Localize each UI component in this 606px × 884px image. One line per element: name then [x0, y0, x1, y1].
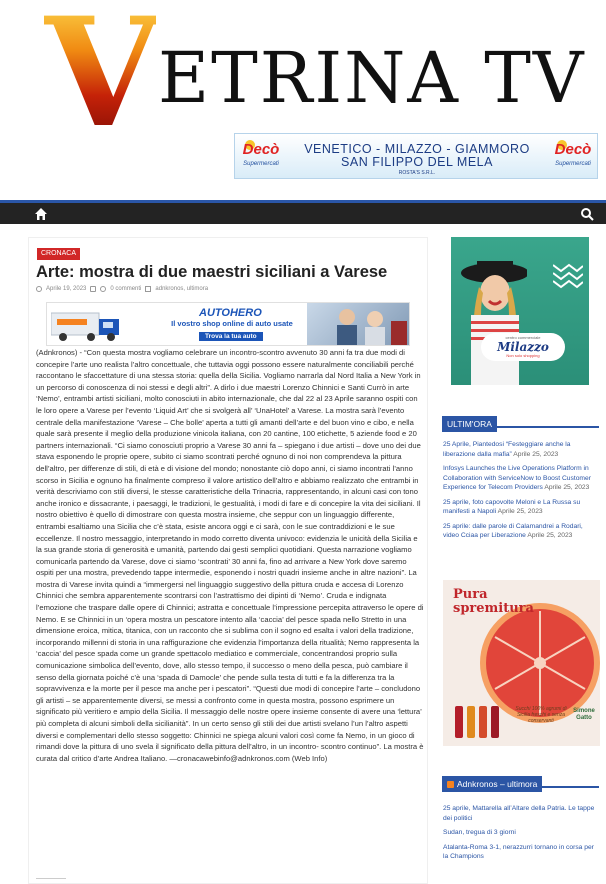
news-item: [443, 498, 599, 517]
juice-bottle: [491, 706, 499, 738]
juice-ad-title: Pura spremitura: [453, 587, 534, 616]
news-date: Aprile 25, 2023: [527, 532, 573, 539]
deco-logo-left: Decò Supermercati: [242, 141, 280, 167]
woman-with-hat-image: [461, 259, 527, 385]
article-comments[interactable]: 0 commenti: [110, 286, 142, 292]
banner-locations-line1: VENETICO - MILAZZO - GIAMMORO: [304, 142, 530, 156]
banner-locations-line2: SAN FILIPPO DEL MELA: [341, 155, 493, 169]
juice-bottle: [455, 706, 463, 738]
tag-icon: [145, 286, 151, 292]
juice-bottle: [467, 706, 475, 738]
article-tags[interactable]: adnkronos, ultimora: [155, 286, 209, 292]
article-date[interactable]: Aprile 19, 2023: [46, 286, 87, 292]
news-link[interactable]: 25 aprile: dalle parole di Calamandrei a Rodari, video Cciaa per Liberazione: [443, 522, 583, 539]
divider: [36, 878, 66, 879]
article-meta: [36, 284, 208, 294]
logo-letter-v: V: [44, 0, 157, 161]
news-link[interactable]: 25 aprile, Mattarella all’Altare della Patria. Le tappe dei politici: [443, 805, 595, 822]
news-link[interactable]: Atalanta-Roma 3-1, nerazzurri tornano in corsa per la Champions: [443, 843, 594, 860]
site-header: [0, 0, 606, 200]
news-item: [443, 804, 599, 823]
deco-logo-right: Decò Supermercati: [554, 141, 592, 167]
clock-icon: [36, 286, 42, 292]
news-item: [443, 522, 599, 541]
ad-photo: [307, 303, 410, 346]
ultimora-widget-title: ULTIM'ORA: [442, 412, 599, 428]
header-ad-banner[interactable]: [234, 133, 598, 179]
juice-ad-brand: Simone Gatto: [573, 708, 595, 721]
article-container: [28, 237, 428, 884]
article-body: (Adnkronos) - “Con questa mostra vogliamo celebrare un incontro-scontro avvenuto 30 anni fa tra due modi di concepire l’arte uno realista l’altro concettuale, che tuttavia oggi possono essere naturalmente conciliabili perché raccontano le sfaccettature di una stessa storia: quella della Sicilia. Vogliamo narrarla dal Nord Italia a New York in un percorso di conoscenza di noi stessi e degli altri”. A dirlo i due maestri Lorenzo Chinnici e Santi Currò in arte ‘Nemo’, entrambi artisti siciliani, molto conosciuti in abito internazionale, che dal 22 al 23 Aprile saranno ospiti con le loro opere a Varese per l’evento ‘Liquid Art’ che si svolgerà all’ ‘UnaHotel’ a Varese. La mostra sarà l’evento centrale della manifestazione ‘Varese – Che bolle’ aperta a tutti gli amanti dell’arte e del buon vino e cibo, e nella quale sarà presente il meglio della produzione vinicola italiana, con 20 cantine, 100 etichette, 5 aziende food e 20 partners internazionali. “Ci siamo conosciuti proprio a Varese 30 anni fa – spiegano i due artisti – dove uno dei due stava esponendo le proprie opere, subito ci siamo scontrati perché ognuno di noi non comprendeva la pittura dell’altro, per differenze di stili, di età e di visione del mondo; nonostante ciò dopo anni, ci siamo incontrati l’anno scorso in Sicilia e ognuno ha finalmente compreso il valore artistico dell’altro e abbiamo realizzato che entrambi in verità descriviamo con stili diversi, le stesse caratteristiche della Trinacria, rappresentando, in alcuni casi con tono anche ironico e dissacrante, i paesaggi, le tradizioni, le gestualità, i modi di fare e di concepire la vita dei siciliani. Il nostro obiettivo è quello di dimostrare con questa mostra insieme, che seppur con un linguaggio differente, entrambi esaltiamo una Sicilia che c’è stata, esiste ancora oggi e ci sarà, con le sue contraddizioni e le sue eccellenze. Il nostro messaggio, interpretando in modo corretto diventa univoco: evidenzia le unicità della Sicilia e la sua grande storia di generosità e umanità, partendo dai gesti semplici quotidiani. Questa narrazione vogliamo comunicarla partendo da Varese, dove ci siamo ‘scontrati’ 30 anni fa, fino ad arrivare a New York dove saremo ospiti per una mostra, prevedendo tappe intermedie, esponendo i nostri quadri insieme anche in altre nazioni”. La mostra di Varese invita quindi a “immergersi nel linguaggio suggestivo della pittura cruda e accesa di Lorenzo Chinnici che sembra apparentemente scontrarsi con l’astrattismo dei dipinti di ‘Nemo’. Cruda e indignata l’emozione che traspare dalle opere di Chinnici; astratta e concettuale l’impressione percepita attraverso le opere di Nemo. E se Chinnici in un ‘opera mostra un pescatore intento alla ‘caccia’ del pesce spada nello Stretto in una dimensione eroica, mitica, titanica, con un racconto che si sublima con il sogno ed esalta i valori della tradizione, incorporando millenni di storia in una raffigurazione che evidenzia l’importanza della ritualità; Nemo rappresenta la ‘caccia’ del pesce spada come un grande spettacolo mediatico e commerciale, concentrandosi proprio sulla comunicazione simbolica dell’evento, dove, allo stesso tempo, il successo o meno della pesca, può cambiare il senso della giornata poiché c’è una ‘spada di Damocle’ che pende sulla testa di tutti e fa la differenza tra la sopravvivenza e la morte per il pesce ma anche per i pescatori”. “Questi due modi di concepire l’arte – concludono gli artisti – se apparentemente diversi, se messi a confronto come in questa mostra, possono esprimere un significato più veritiero e ampio della Sicilia. Il messaggio delle nostre opere insieme consente di avere una ‘lettura’ più completa di alcuni simboli della sicilianità”. In un certo senso gli stili dei due artisti svelano l’un l’altro aspetti diversi e complementari dello stesso soggetto: Chinnici ne spiega alcuni valori così come fa Nemo, in un gioco di rimandi dove la pittura di uno svela il significato della pittura dell’altro, in un incontro- scontro continuo”. La mostra è curata dal critico d’arte Andrea Italiano. —cronacawebinfo@adnkronos.com (Web Info): [36, 348, 424, 763]
milazzo-mall-ad[interactable]: [451, 237, 589, 385]
ad-slogan: Il vostro shop online di auto usate: [171, 319, 293, 328]
news-date: Aprile 25, 2023: [513, 450, 559, 458]
main-navbar: [0, 200, 606, 224]
news-item: [443, 464, 599, 493]
news-date: Aprile 25, 2023: [544, 484, 590, 491]
ad-brand: AUTOHERO: [199, 307, 262, 319]
logo-wordmark: ETRINA TV: [158, 37, 586, 119]
category-badge[interactable]: CRONACA: [37, 248, 80, 260]
sidebar: [441, 237, 601, 884]
adnkronos-widget-title: Adnkronos – ultimora: [442, 772, 599, 788]
news-item: [443, 843, 599, 862]
news-item: [443, 828, 599, 838]
banner-company: ROSTA'S S.R.L.: [398, 170, 436, 176]
comment-icon: [100, 286, 106, 292]
ultimora-news-list: [443, 440, 599, 546]
news-link[interactable]: 25 aprile, foto capovolte Meloni e La Russa su manifesti a Napoli: [443, 498, 581, 515]
author-icon: [90, 286, 96, 292]
adnkronos-news-list: [443, 804, 599, 867]
article-title: Arte: mostra di due maestri siciliani a Varese: [36, 263, 388, 281]
autohero-ad-banner[interactable]: [46, 302, 410, 346]
news-link[interactable]: Infosys Launches the Live Operations Platform in Collaboration with ServiceNow to Boost Customer Experience for Telecom Providers: [443, 465, 591, 491]
search-icon[interactable]: [580, 207, 594, 221]
decorative-waves: [553, 259, 583, 299]
home-icon[interactable]: [34, 207, 48, 221]
ad-cta-button[interactable]: Trova la tua auto: [199, 332, 263, 341]
juice-bottle: [479, 706, 487, 738]
milazzo-logo: centro commerciale Milazzo Non solo shopping: [481, 333, 565, 361]
news-link[interactable]: Sudan, tregua di 3 giorni: [443, 829, 516, 836]
juice-ad-text: Succhi 100% agrumi di Sicilia freschi e senza conservanti: [515, 706, 567, 724]
juice-ad[interactable]: [443, 580, 600, 746]
truck-icon: [51, 309, 123, 343]
rss-icon: [447, 781, 454, 788]
news-link[interactable]: 25 Aprile, Piantedosi “Festeggiare anche la liberazione dalla mafia”: [443, 441, 571, 458]
news-date: Aprile 25, 2023: [497, 508, 543, 515]
news-item: [443, 440, 599, 459]
